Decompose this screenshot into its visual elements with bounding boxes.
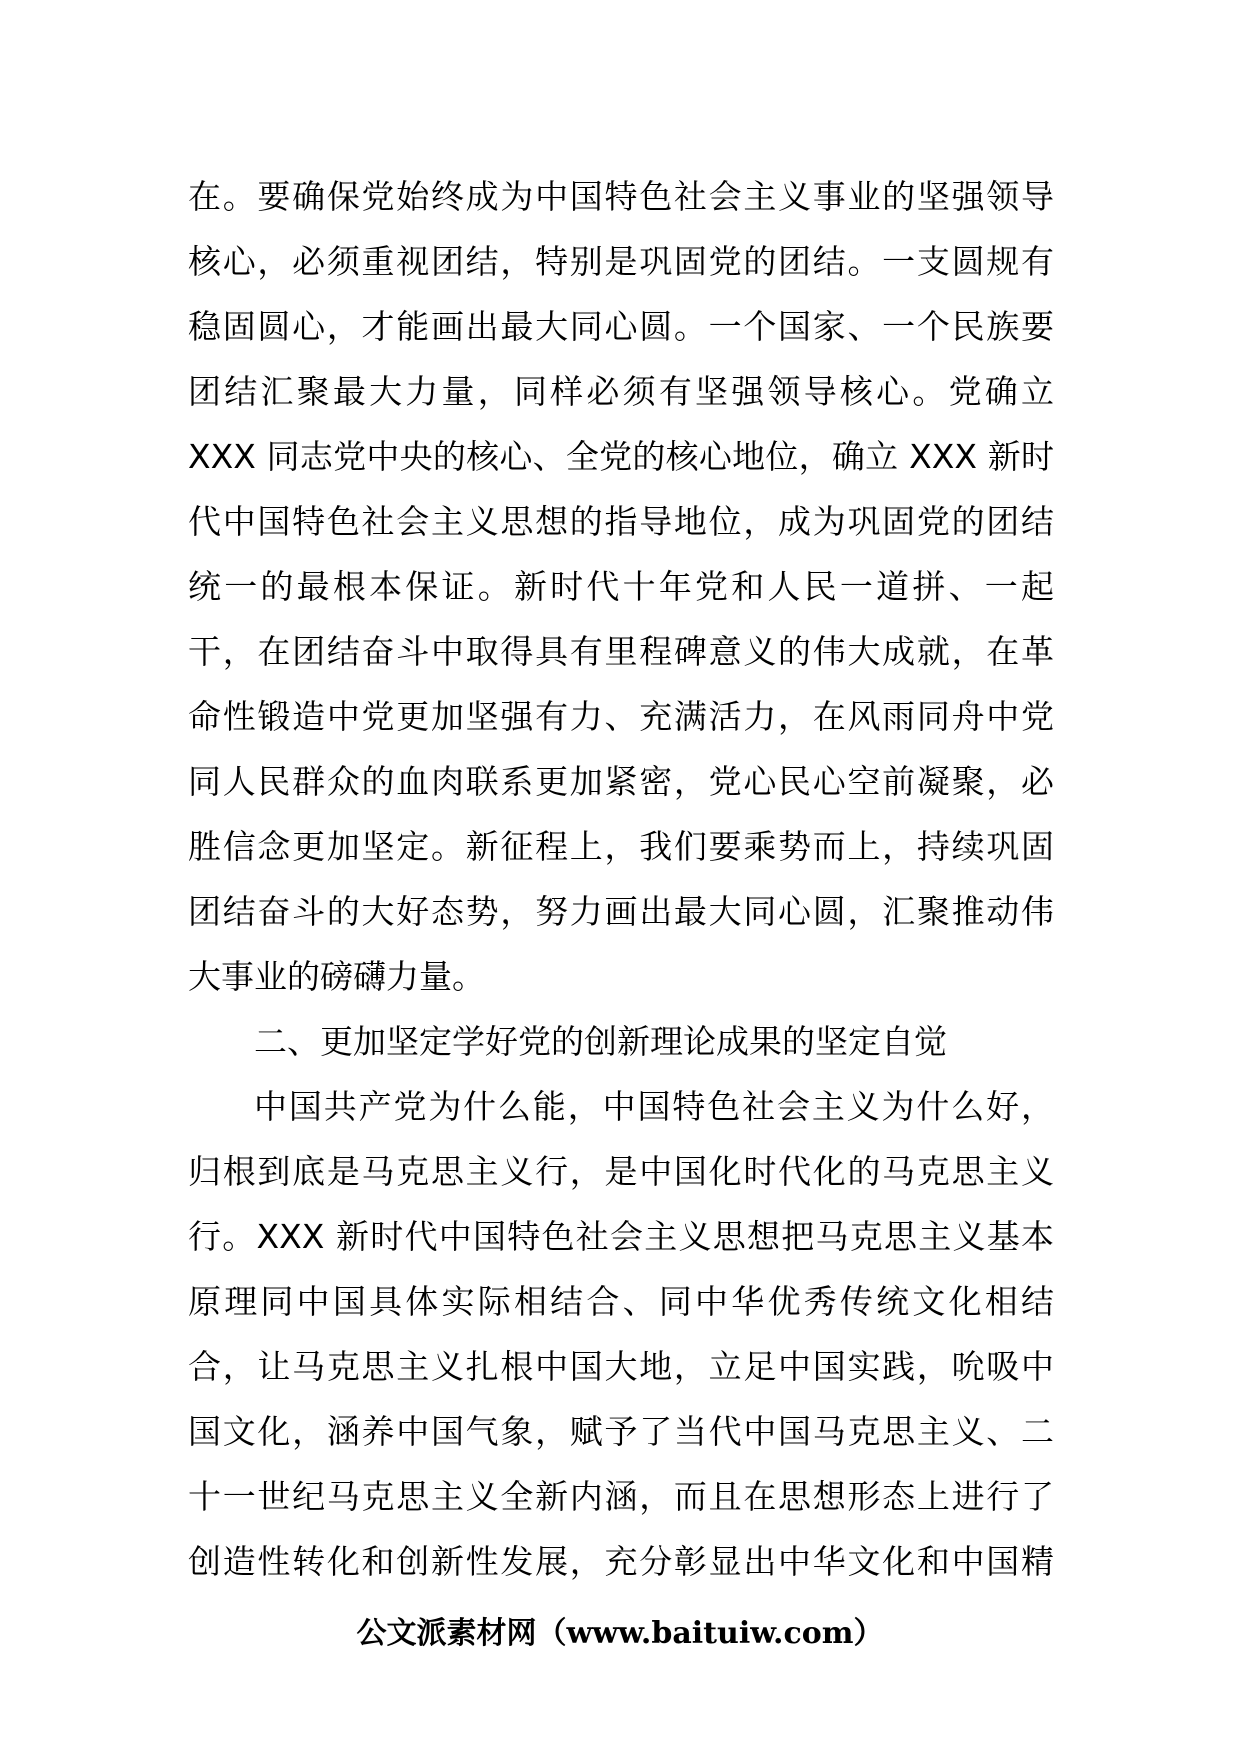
text-line: 命性锻造中党更加坚强有力、充满活力，在风雨同舟中党 xyxy=(188,697,1054,736)
document-body xyxy=(188,164,1054,1594)
text-line: 团结奋斗的大好态势，努力画出最大同心圆，汇聚推动伟 xyxy=(188,892,1054,931)
footer-watermark: 公文派素材网（www.baituiw.com） xyxy=(356,1616,884,1651)
text-line: XXX 同志党中央的核心、全党的核心地位，确立 XXX 新时 xyxy=(188,437,1054,476)
text-line: 创造性转化和创新性发展，充分彰显出中华文化和中国精 xyxy=(188,1542,1054,1581)
text-line: 行。XXX 新时代中国特色社会主义思想把马克思主义基本 xyxy=(188,1217,1054,1256)
text-line: 归根到底是马克思主义行，是中国化时代化的马克思主义 xyxy=(188,1152,1054,1191)
text-line: 在。要确保党始终成为中国特色社会主义事业的坚强领导 xyxy=(188,177,1054,216)
text-line: 团结汇聚最大力量，同样必须有坚强领导核心。党确立 xyxy=(188,372,1054,411)
paragraph-second xyxy=(188,1074,1054,1594)
text-line: 干，在团结奋斗中取得具有里程碑意义的伟大成就，在革 xyxy=(188,632,1054,671)
text-line: 合，让马克思主义扎根中国大地，立足中国实践，吮吸中 xyxy=(188,1347,1054,1386)
text-line: 中国共产党为什么能，中国特色社会主义为什么好， xyxy=(254,1087,1054,1126)
text-line: 核心，必须重视团结，特别是巩固党的团结。一支圆规有 xyxy=(188,242,1054,281)
text-line: 胜信念更加坚定。新征程上，我们要乘势而上，持续巩固 xyxy=(188,827,1054,866)
text-line: 同人民群众的血肉联系更加紧密，党心民心空前凝聚，必 xyxy=(188,762,1054,801)
text-line: 十一世纪马克思主义全新内涵，而且在思想形态上进行了 xyxy=(188,1477,1054,1516)
section-heading: 二、更加坚定学好党的创新理论成果的坚定自觉 xyxy=(254,1022,947,1061)
text-line: 代中国特色社会主义思想的指导地位，成为巩固党的团结 xyxy=(188,502,1054,541)
text-line: 大事业的磅礴力量。 xyxy=(188,957,485,996)
text-line: 稳固圆心，才能画出最大同心圆。一个国家、一个民族要 xyxy=(188,307,1054,346)
text-line: 原理同中国具体实际相结合、同中华优秀传统文化相结 xyxy=(188,1282,1054,1321)
text-line: 国文化，涵养中国气象，赋予了当代中国马克思主义、二 xyxy=(188,1412,1054,1451)
text-line: 统一的最根本保证。新时代十年党和人民一道拼、一起 xyxy=(188,567,1054,606)
paragraph-continued xyxy=(188,164,1054,1009)
